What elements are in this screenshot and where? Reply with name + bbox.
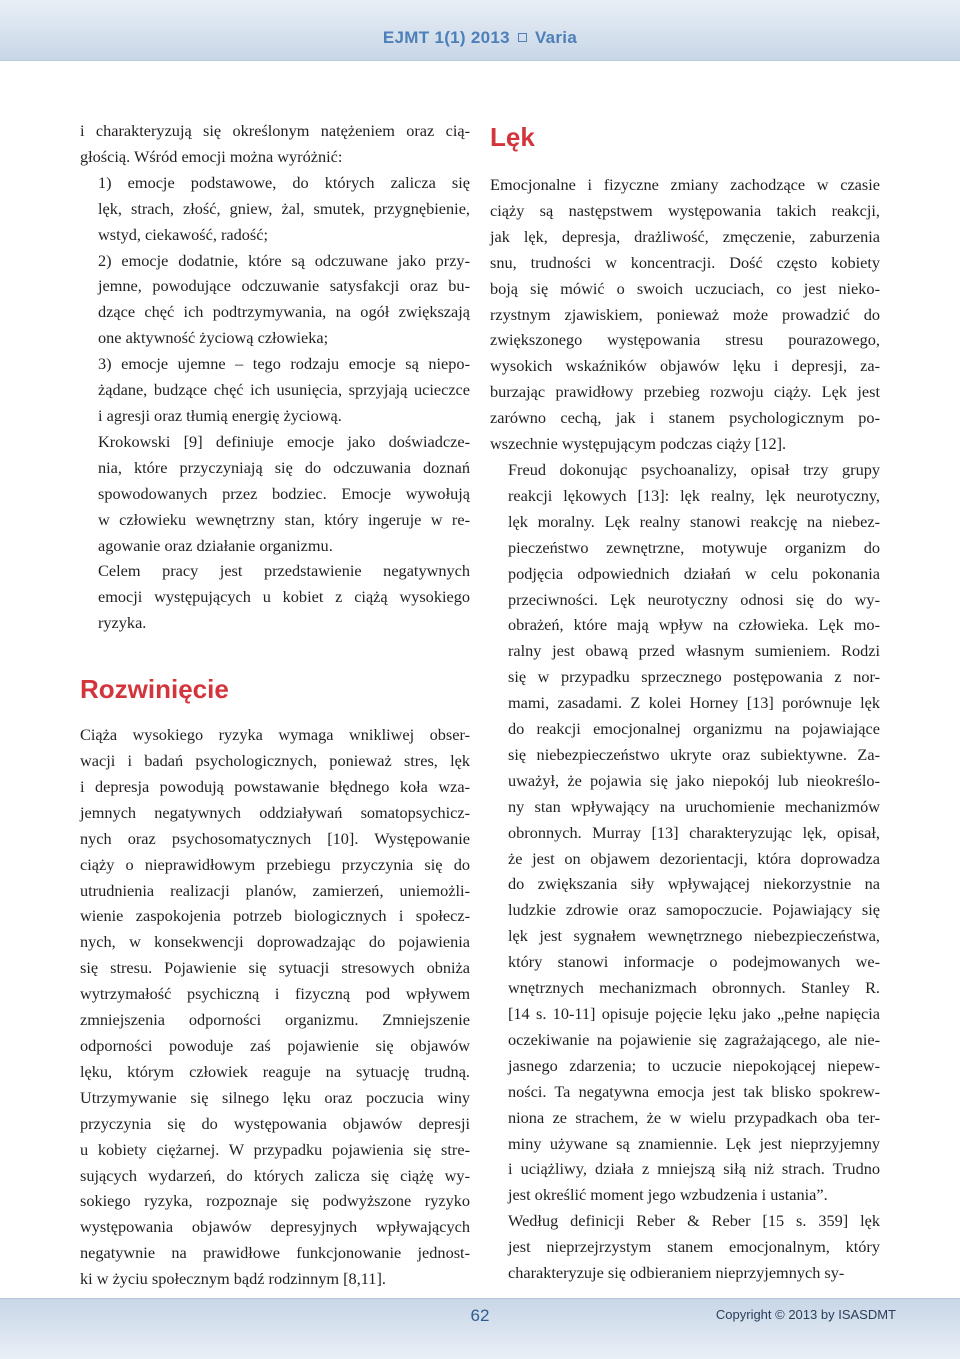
paragraph [80,722,470,1292]
right-column [490,118,880,1286]
text-line: agowanie oraz działanie organizmu. [98,535,333,555]
section-heading-rozwiniecie: Rozwinięcie [80,674,229,705]
text-line: ciąży o nieprawidłowym przebiegu przyczynia się do [80,854,470,874]
text-line: jak lęk, depresja, drażliwość, zmęczenie, zaburzenia [490,226,880,246]
text-line: emocji występujących u kobiet z ciążą wysokiego [98,587,470,607]
text-line: Według definicji Reber & Reber [15 s. 359] lęk [508,1211,880,1231]
text-line: u kobiety ciężarnej. W przypadku pojawienia się stre- [80,1139,470,1159]
square-separator-icon [518,33,527,42]
text-line: lęk, strach, złość, gniew, żal, smutek, przygnębienie, [98,198,470,218]
paragraph [490,457,880,1208]
text-line: nych oraz psychosomatycznych [10]. Występowanie [80,828,470,848]
text-line: ralny jest obawą przed własnym sumieniem. Rodzi [508,641,880,661]
text-line: nia, które przyczyniają się do odczuwania doznań [98,457,470,477]
text-line: jest określić moment jego wzbudzenia i ustania”. [508,1185,828,1205]
text-line: się w przypadku sprzecznego postępowania z nor- [508,667,880,687]
text-line: który stanowi informacje o podejmowanych we- [508,952,880,972]
text-line: utrudnienia realizacji planów, zamierzeń, uniemożli- [80,880,470,900]
text-line: obronnych. Murray [13] charakteryzując lęk, opisał, [508,822,880,842]
text-line: obrażeń, które mają wpływ na człowieka. Lęk mo- [508,615,880,635]
paragraph [80,429,470,559]
text-line: podjęcia odpowiednich działań w celu pokonania [508,563,880,583]
list-item [80,351,470,429]
text-line: ciąży są następstwem występowania takich reakcji, [490,200,880,220]
text-line: do reakcji emocjonalnej organizmu na pojawiające [508,719,880,739]
text-line: 2) emocje dodatnie, które są odczuwane jako przy- [98,250,470,270]
paragraph [80,558,470,636]
paragraph [490,172,880,457]
text-line: wacji i badań psychologicznych, ponieważ stres, lęk [80,751,470,771]
text-line: przyczynia się do występowania objawów depresji [80,1113,470,1133]
text-line: reakcji lękowych [13]: lęk realny, lęk neurotyczny, [508,485,880,505]
text-line: boją się mówić o swoich uczuciach, co jest nieko- [490,278,880,298]
text-line: że jest on objawem dezorientacji, która doprowadza [508,848,880,868]
text-line: ki w życiu społecznym bądź rodzinnym [8,11]. [80,1269,386,1289]
text-line: burzając prawidłowy przebieg rozwoju ciąży. Lęk jest [490,382,880,402]
text-line: zmniejszenia odporności organizmu. Zmniejszenie [80,1010,470,1030]
text-line: się stresu. Pojawienie się sytuacji stresowych obniża [80,958,470,978]
text-line: przeciwności. Lęk neurotyczny odnosi się do wy- [508,589,880,609]
text-line: żądane, budzące chęć ich usunięcia, sprzyjają ucieczce [98,380,470,400]
text-line: i depresja powodują powstawanie błędnego koła wza- [80,776,470,796]
text-line: ludzkie zdrowie oraz samopoczucie. Pojawiający się [508,900,880,920]
text-line: lęku, którym człowiek reaguje na sytuację trudną. [80,1061,470,1081]
list-item [80,248,470,352]
text-line: lęk jest sygnałem wewnętrznego niebezpieczeństwa, [508,926,880,946]
text-line: Utrzymywanie się silnego lęku oraz poczucia winy [80,1087,470,1107]
text-line: one aktywność życiową człowieka; [98,328,329,348]
text-line: negatywnie na prawidłowe funkcjonowanie jednost- [80,1243,470,1263]
text-line: oczekiwanie na pojawienie się zagrażającego, ale nie- [508,1029,880,1049]
text-line: Freud dokonując psychoanalizy, opisał trzy grupy [508,459,880,479]
text-line: wszechnie występującym podczas ciąży [12]. [490,434,787,454]
text-line: Celem pracy jest przedstawienie negatywnych [98,561,470,581]
text-line: sokiego ryzyka, rozpoznaje się podwyższone ryzyko [80,1191,470,1211]
text-line: uważył, że pojawia się jako niepokój lub nieokreślo- [508,770,880,790]
text-line: ryzyka. [98,613,147,633]
text-line: miny używane są znamiennie. Lęk jest nieprzyjemny [508,1133,880,1153]
text-line: 1) emocje podstawowe, do których zalicza się [98,172,470,192]
text-line: Ciąża wysokiego ryzyka wymaga wnikliwej obser- [80,725,470,745]
text-line: jemne, powodujące odczuwanie satysfakcji oraz bu- [98,276,470,296]
left-column [80,118,470,1292]
text-line: się niebezpieczeństwo ukryte oraz subiektywne. Za- [508,744,880,764]
text-line: i charakteryzują się określonym natężeniem oraz cią- [80,121,470,140]
text-line: pieczeństwo zewnętrzne, motywuje organizm do [508,537,880,557]
paragraph [80,118,470,170]
text-line: ny stan wpływający na uruchomienie mechanizmów [508,796,880,816]
section-heading-lek: Lęk [490,122,535,152]
list-item [80,170,470,248]
page-number: 62 [470,1306,490,1325]
text-line: wienie zaspokojenia potrzeb biologicznych i społecz- [80,906,470,926]
text-line: sujących wydarzeń, do których zalicza się ciążę wy- [80,1165,470,1185]
text-line: wytrzymałość psychiczną i fizyczną pod wpływem [80,984,470,1004]
text-line: Emocjonalne i fizyczne zmiany zachodzące w czasie [490,175,880,194]
text-line: snu, trudności w koncentracji. Dość często kobiety [490,252,880,272]
text-line: wstyd, ciekawość, radość; [98,224,268,244]
copyright-notice: Copyright © 2013 by ISASDMT [715,1307,896,1322]
text-line: w człowieku wewnętrzny stan, który ingeruje w re- [98,509,470,529]
text-line: Krokowski [9] definiuje emocje jako doświadcze- [98,431,470,451]
text-line: jasnego zdarzenia; to uczucie niepokojącej niepew- [508,1055,880,1075]
text-line: rzystnym zjawiskiem, ponieważ może prowadzić do [490,304,880,324]
section-name: Varia [534,28,578,47]
text-line: zwiększonego występowania stresu pourazowego, [490,330,880,350]
text-line: do zwiększania siły wpływającej niekorzystnie na [508,874,880,894]
text-line: lęk moralny. Lęk realny stanowi reakcję na niebez- [508,511,880,531]
text-line: i agresji oraz tłumią energię życiową. [98,405,342,425]
text-line: odporności powoduje zaś pojawienie się objawów [80,1036,470,1055]
text-line: charakteryzuje się odbieraniem nieprzyjemnych sy- [508,1263,845,1283]
text-line: dzące chęć ich podtrzymywania, na ogół zwiększają [98,302,470,322]
text-line: zarówno cechą, jak i stanem psychologicznym po- [490,408,880,428]
text-line: nych, w konsekwencji doprowadzając do pojawienia [80,932,470,952]
text-line: jemnych negatywnych oddziaływań somatopsychicz- [80,802,470,822]
text-line: i uciążliwy, działa z mniejszą siłą niż strach. Trudno [508,1159,880,1179]
text-line: głością. Wśród emocji można wyróżnić: [80,146,343,166]
journal-name: EJMT 1(1) 2013 [382,28,510,47]
text-line: występowania objawów depresyjnych wpływających [80,1217,470,1237]
text-line: jest nieprzejrzystym stanem emocjonalnym, który [508,1237,880,1257]
paragraph [490,1208,880,1286]
text-line: wysokich wskaźników objawów lęku i depresji, za- [490,356,880,376]
text-line: mami, zasadami. Z kolei Horney [13] porównuje lęk [508,693,880,713]
text-line: spowodowanych przez bodziec. Emocje wywołują [98,483,470,503]
text-line: ności. Ta negatywna emocja jest tak blisko spokrew- [508,1081,880,1101]
text-line: niona ze strachem, że w wielu przypadkach oba ter- [508,1107,880,1127]
text-line: wnętrznych mechanizmach obronnych. Stanley R. [508,978,880,998]
running-header [0,27,960,49]
text-line: 3) emocje ujemne – tego rodzaju emocje są niepo- [98,354,470,374]
text-line: [14 s. 10-11] opisuje pojęcie lęku jako „pełne napięcia [508,1004,880,1023]
